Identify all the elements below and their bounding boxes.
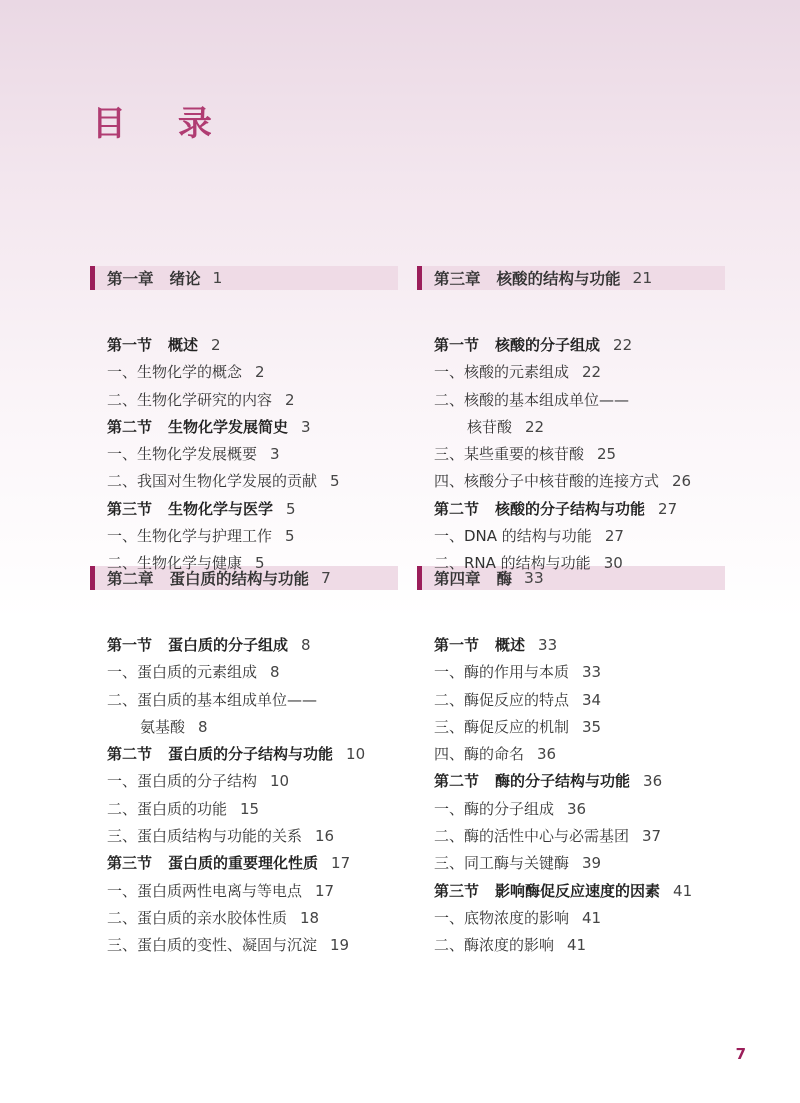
item-text: 一、核酸的元素组成: [434, 363, 570, 382]
toc-item-entry[interactable]: [434, 441, 725, 468]
entry-page: 17: [315, 881, 335, 900]
item-text: 一、蛋白质的分子结构: [107, 772, 258, 791]
item-text: 二、酶浓度的影响: [434, 936, 555, 955]
chapter-heading[interactable]: [90, 266, 398, 290]
toc-item-entry[interactable]: [434, 659, 725, 686]
item-text: 二、蛋白质的功能: [107, 799, 228, 818]
chapter-name: 酶: [496, 570, 513, 588]
toc-item-entry[interactable]: [107, 878, 398, 905]
chapter-label: 第四章: [434, 570, 481, 588]
toc-item-entry[interactable]: [434, 796, 725, 823]
toc-item-entry[interactable]: [434, 359, 725, 386]
toc-item-entry[interactable]: [107, 768, 398, 795]
item-text: 一、生物化学发展概要: [107, 445, 258, 464]
item-text: 二、酶促反应的特点: [434, 690, 570, 709]
toc-item-entry[interactable]: [434, 714, 725, 741]
entry-page: 25: [597, 445, 617, 464]
toc-item-entry[interactable]: [107, 387, 398, 414]
chapter-label: 第三章: [434, 270, 481, 288]
toc-section-entry[interactable]: [107, 632, 398, 659]
entry-page: 36: [643, 772, 663, 791]
entry-page: 3: [301, 417, 311, 436]
toc-item-entry[interactable]: [107, 905, 398, 932]
entry-page: 26: [672, 472, 692, 491]
toc-item-entry[interactable]: [107, 659, 398, 686]
toc-column-right: [417, 266, 725, 960]
item-text: 一、蛋白质的元素组成: [107, 663, 258, 682]
entry-page: 41: [673, 881, 693, 900]
chapter-page: 33: [524, 569, 544, 587]
entry-page: 15: [240, 799, 260, 818]
toc-item-entry[interactable]: [434, 741, 725, 768]
item-text: 三、蛋白质结构与功能的关系: [107, 827, 303, 846]
entry-page: 17: [331, 854, 351, 873]
entry-page: 37: [642, 827, 662, 846]
entry-page: 2: [211, 336, 221, 354]
section-name: 生物化学与医学: [168, 499, 274, 518]
toc-item-entry[interactable]: [434, 414, 725, 441]
toc-column-left: [90, 266, 398, 960]
toc-entry-list: [90, 632, 398, 960]
entry-page: 2: [255, 363, 265, 382]
section-label: 第三节: [107, 499, 153, 518]
entry-page: 5: [255, 554, 265, 573]
entry-page: 41: [567, 936, 587, 955]
entry-page: 22: [582, 363, 602, 382]
section-name: 概述: [168, 336, 199, 354]
chapter-block: [417, 266, 725, 573]
entry-page: 33: [582, 663, 602, 682]
item-text: 一、蛋白质两性电离与等电点: [107, 881, 303, 900]
toc-item-entry[interactable]: [434, 850, 725, 877]
toc-item-entry[interactable]: [107, 687, 398, 714]
toc-section-entry[interactable]: [434, 768, 725, 795]
entry-page: 36: [537, 745, 557, 764]
toc-entry-list: [417, 632, 725, 960]
toc-section-entry[interactable]: [107, 850, 398, 877]
entry-page: 10: [270, 772, 290, 791]
section-label: 第三节: [434, 881, 480, 900]
toc-section-entry[interactable]: [107, 332, 398, 359]
section-name: 生物化学发展简史: [168, 417, 289, 436]
chapter-block: [417, 566, 725, 960]
item-text: 二、生物化学研究的内容: [107, 390, 273, 409]
item-text: 四、核酸分子中核苷酸的连接方式: [434, 472, 660, 491]
item-text: 四、酶的命名: [434, 745, 525, 764]
toc-item-entry[interactable]: [107, 932, 398, 959]
section-name: 蛋白质的重要理化性质: [168, 854, 319, 873]
toc-item-entry[interactable]: [107, 796, 398, 823]
toc-item-entry[interactable]: [107, 359, 398, 386]
chapter-block: [90, 566, 398, 960]
chapter-page: 1: [212, 269, 223, 287]
chapter-name: 核酸的结构与功能: [496, 270, 621, 288]
toc-section-entry[interactable]: [107, 496, 398, 523]
toc-item-entry[interactable]: [434, 687, 725, 714]
page-title: 目 录: [92, 104, 232, 144]
section-label: 第二节: [107, 745, 153, 764]
section-label: 第一节: [107, 336, 153, 354]
chapter-block: [90, 266, 398, 573]
section-name: 蛋白质的分子结构与功能: [168, 745, 334, 764]
toc-item-entry[interactable]: [107, 523, 398, 550]
item-text: 一、酶的分子组成: [434, 799, 555, 818]
entry-page: 5: [330, 472, 340, 491]
toc-item-entry[interactable]: [434, 823, 725, 850]
entry-page: 30: [603, 554, 623, 573]
toc-entry-list: [417, 332, 725, 578]
page-number: 7: [735, 1045, 746, 1063]
entry-page: 22: [525, 417, 545, 436]
toc-item-entry[interactable]: [434, 932, 725, 959]
toc-section-entry[interactable]: [107, 414, 398, 441]
entry-page: 8: [301, 636, 311, 654]
item-text: 二、酶的活性中心与必需基团: [434, 827, 630, 846]
entry-page: 27: [658, 499, 678, 518]
section-label: 第一节: [434, 636, 480, 654]
chapter-page: 7: [321, 569, 331, 587]
toc-entry-list: [90, 332, 398, 578]
item-text: 一、生物化学与护理工作: [107, 527, 273, 546]
entry-page: 5: [286, 499, 296, 518]
item-text: 核苷酸: [467, 417, 513, 436]
item-text: 二、生物化学与健康: [107, 554, 243, 573]
section-name: 影响酶促反应速度的因素: [495, 881, 661, 900]
toc-item-entry[interactable]: [107, 441, 398, 468]
item-text: 二、蛋白质的基本组成单位——: [107, 690, 318, 709]
section-label: 第二节: [434, 499, 480, 518]
section-label: 第二节: [107, 417, 153, 436]
entry-page: 16: [315, 827, 335, 846]
section-name: 酶的分子结构与功能: [495, 772, 631, 791]
toc-item-entry[interactable]: [434, 905, 725, 932]
chapter-heading[interactable]: [90, 566, 398, 590]
section-label: 第一节: [434, 336, 480, 354]
entry-page: 22: [613, 336, 633, 354]
entry-page: 34: [582, 690, 602, 709]
section-name: 概述: [495, 636, 526, 654]
entry-page: 5: [285, 527, 295, 546]
toc-section-entry[interactable]: [434, 332, 725, 359]
chapter-name: 绪论: [169, 270, 201, 288]
chapter-heading[interactable]: [417, 266, 725, 290]
toc-item-entry[interactable]: [434, 468, 725, 495]
entry-page: 35: [582, 717, 602, 736]
toc-item-entry[interactable]: [107, 823, 398, 850]
toc-section-entry[interactable]: [434, 496, 725, 523]
toc-section-entry[interactable]: [107, 741, 398, 768]
entry-page: 18: [300, 908, 320, 927]
entry-page: 39: [582, 854, 602, 873]
item-text: 三、某些重要的核苷酸: [434, 445, 585, 464]
section-name: 蛋白质的分子组成: [168, 636, 289, 654]
toc-item-entry[interactable]: [434, 523, 725, 550]
chapter-page: 21: [632, 269, 653, 287]
entry-page: 2: [285, 390, 295, 409]
item-text: 一、生物化学的概念: [107, 363, 243, 382]
chapter-label: 第二章: [107, 570, 154, 588]
section-label: 第三节: [107, 854, 153, 873]
item-text: 氨基酸: [140, 717, 186, 736]
chapter-name: 蛋白质的结构与功能: [169, 570, 310, 588]
toc-item-entry[interactable]: [434, 387, 725, 414]
item-text: 一、酶的作用与本质: [434, 663, 570, 682]
toc-item-entry[interactable]: [107, 714, 398, 741]
chapter-label: 第一章: [107, 270, 154, 288]
item-text: 一、底物浓度的影响: [434, 908, 570, 927]
section-name: 核酸的分子组成: [495, 336, 601, 354]
entry-page: 33: [538, 636, 558, 654]
item-text: 二、蛋白质的亲水胶体性质: [107, 908, 288, 927]
entry-page: 36: [567, 799, 587, 818]
section-name: 核酸的分子结构与功能: [495, 499, 646, 518]
entry-page: 10: [346, 745, 366, 764]
entry-page: 8: [198, 717, 208, 736]
entry-page: 8: [270, 663, 280, 682]
entry-page: 3: [270, 445, 280, 464]
item-text: 二、核酸的基本组成单位——: [434, 390, 630, 409]
item-text: 三、酶促反应的机制: [434, 717, 570, 736]
item-text: 三、蛋白质的变性、凝固与沉淀: [107, 936, 318, 955]
entry-page: 41: [582, 908, 602, 927]
item-text: 二、RNA 的结构与功能: [434, 554, 591, 573]
toc-section-entry[interactable]: [434, 632, 725, 659]
toc-section-entry[interactable]: [434, 878, 725, 905]
item-text: 一、DNA 的结构与功能: [434, 527, 592, 546]
toc-item-entry[interactable]: [107, 468, 398, 495]
item-text: 二、我国对生物化学发展的贡献: [107, 472, 318, 491]
section-label: 第一节: [107, 636, 153, 654]
entry-page: 27: [604, 527, 624, 546]
entry-page: 19: [330, 936, 350, 955]
item-text: 三、同工酶与关键酶: [434, 854, 570, 873]
section-label: 第二节: [434, 772, 480, 791]
